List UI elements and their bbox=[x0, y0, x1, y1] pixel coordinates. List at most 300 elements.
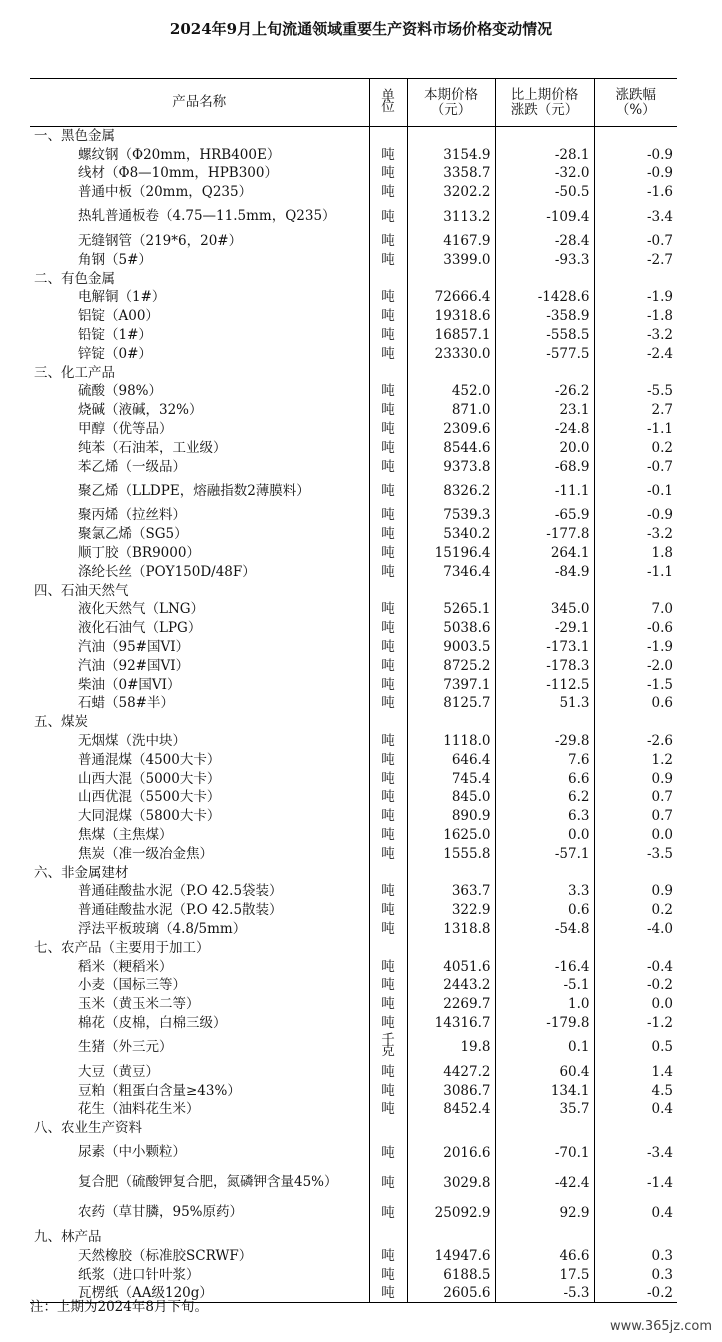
table-row bbox=[30, 901, 677, 920]
price-cell: 1555.8 bbox=[407, 844, 495, 863]
unit-cell: 吨 bbox=[369, 901, 407, 920]
product-name: 纸浆（进口针叶浆） bbox=[78, 1266, 200, 1283]
price-cell: 4427.2 bbox=[407, 1062, 495, 1081]
change-cell: -24.8 bbox=[495, 420, 594, 439]
pct-cell: 1.2 bbox=[594, 750, 677, 769]
category-name: 七、农产品（主要用于加工） bbox=[34, 939, 210, 956]
table-row bbox=[30, 457, 677, 476]
pct-cell: 0.4 bbox=[594, 1100, 677, 1119]
table-row bbox=[30, 600, 677, 619]
pct-cell: -0.2 bbox=[594, 976, 677, 995]
product-name: 螺纹钢（Φ20mm，HRB400E） bbox=[78, 146, 281, 163]
product-name: 天然橡胶（标准胶SCRWF） bbox=[78, 1247, 253, 1264]
product-name: 石蜡（58#半） bbox=[78, 695, 174, 712]
pct-cell bbox=[594, 938, 677, 957]
product-name: 豆粕（粗蛋白含量≥43%） bbox=[78, 1082, 241, 1099]
category-row bbox=[30, 938, 677, 957]
table-row bbox=[30, 1062, 677, 1081]
unit-cell: 吨 bbox=[369, 1138, 407, 1168]
change-cell bbox=[495, 127, 594, 146]
price-cell: 14947.6 bbox=[407, 1246, 495, 1265]
unit-cell: 吨 bbox=[369, 183, 407, 202]
price-cell: 14316.7 bbox=[407, 1014, 495, 1033]
change-cell bbox=[495, 863, 594, 882]
product-name: 复合肥（硫酸钾复合肥，氮磷钾含量45%） bbox=[78, 1174, 338, 1191]
table-row bbox=[30, 619, 677, 638]
unit-cell: 吨 bbox=[369, 250, 407, 269]
change-cell: -109.4 bbox=[495, 202, 594, 232]
pct-cell: -0.7 bbox=[594, 232, 677, 251]
pct-cell: -2.7 bbox=[594, 250, 677, 269]
pct-cell: 0.3 bbox=[594, 1246, 677, 1265]
product-name: 无缝钢管（219*6，20#） bbox=[78, 233, 243, 250]
product-name: 普通中板（20mm，Q235） bbox=[78, 184, 253, 201]
price-cell: 452.0 bbox=[407, 382, 495, 401]
table-row bbox=[30, 438, 677, 457]
unit-cell: 吨 bbox=[369, 976, 407, 995]
product-name: 液化石油气（LPG） bbox=[78, 620, 202, 637]
unit-cell: 吨 bbox=[369, 525, 407, 544]
unit-cell: 吨 bbox=[369, 1062, 407, 1081]
price-cell: 8725.2 bbox=[407, 656, 495, 675]
pct-cell: -0.9 bbox=[594, 145, 677, 164]
change-cell: -68.9 bbox=[495, 457, 594, 476]
pct-cell: -1.2 bbox=[594, 1014, 677, 1033]
change-cell: -178.3 bbox=[495, 656, 594, 675]
unit-cell: 吨 bbox=[369, 344, 407, 363]
table-row bbox=[30, 145, 677, 164]
product-name: 生猪（外三元） bbox=[78, 1038, 173, 1055]
change-cell: -70.1 bbox=[495, 1138, 594, 1168]
table-row bbox=[30, 544, 677, 563]
unit-cell: 吨 bbox=[369, 1014, 407, 1033]
table-row bbox=[30, 562, 677, 581]
table-row bbox=[30, 807, 677, 826]
price-cell: 5340.2 bbox=[407, 525, 495, 544]
product-name: 苯乙烯（一级品） bbox=[78, 458, 186, 475]
pct-cell: -1.5 bbox=[594, 675, 677, 694]
product-name: 花生（油料花生米） bbox=[78, 1101, 200, 1118]
price-cell: 19318.6 bbox=[407, 307, 495, 326]
price-cell: 1318.8 bbox=[407, 920, 495, 939]
change-cell: 264.1 bbox=[495, 544, 594, 563]
unit-cell: 吨 bbox=[369, 656, 407, 675]
product-name: 焦煤（主焦煤） bbox=[78, 826, 173, 843]
price-cell bbox=[407, 269, 495, 288]
unit-cell bbox=[369, 363, 407, 382]
price-cell: 3029.8 bbox=[407, 1168, 495, 1198]
category-row bbox=[30, 1119, 677, 1138]
unit-cell: 吨 bbox=[369, 1100, 407, 1119]
price-cell: 322.9 bbox=[407, 901, 495, 920]
change-cell: 6.3 bbox=[495, 807, 594, 826]
price-table bbox=[30, 78, 677, 1303]
table-row bbox=[30, 788, 677, 807]
change-cell: 3.3 bbox=[495, 882, 594, 901]
table-row bbox=[30, 525, 677, 544]
unit-cell: 千克 bbox=[369, 1032, 407, 1062]
change-cell: 35.7 bbox=[495, 1100, 594, 1119]
pct-cell: 0.6 bbox=[594, 694, 677, 713]
unit-cell bbox=[369, 269, 407, 288]
pct-cell: -3.4 bbox=[594, 1138, 677, 1168]
change-cell: -28.4 bbox=[495, 232, 594, 251]
product-name: 大豆（黄豆） bbox=[78, 1063, 159, 1080]
unit-cell: 吨 bbox=[369, 769, 407, 788]
table-row bbox=[30, 732, 677, 751]
table-row bbox=[30, 1100, 677, 1119]
pct-cell: 0.3 bbox=[594, 1265, 677, 1284]
header-pct: 涨跌幅（%） bbox=[594, 79, 677, 127]
table-row bbox=[30, 1032, 677, 1062]
product-name: 玉米（黄玉米二等） bbox=[78, 996, 200, 1013]
unit-cell: 吨 bbox=[369, 401, 407, 420]
table-row bbox=[30, 1014, 677, 1033]
price-cell: 4167.9 bbox=[407, 232, 495, 251]
table-row bbox=[30, 1168, 677, 1198]
change-cell: 23.1 bbox=[495, 401, 594, 420]
product-name: 聚丙烯（拉丝料） bbox=[78, 507, 186, 524]
price-cell: 3113.2 bbox=[407, 202, 495, 232]
price-cell: 3399.0 bbox=[407, 250, 495, 269]
unit-cell bbox=[369, 1228, 407, 1247]
price-cell: 646.4 bbox=[407, 750, 495, 769]
table-row bbox=[30, 1246, 677, 1265]
pct-cell: 0.5 bbox=[594, 1032, 677, 1062]
unit-cell: 吨 bbox=[369, 807, 407, 826]
table-body bbox=[30, 127, 677, 1303]
pct-cell: -0.9 bbox=[594, 164, 677, 183]
change-cell: -28.1 bbox=[495, 145, 594, 164]
unit-cell: 吨 bbox=[369, 1168, 407, 1198]
pct-cell: -2.0 bbox=[594, 656, 677, 675]
pct-cell: -1.6 bbox=[594, 183, 677, 202]
change-cell: 92.9 bbox=[495, 1198, 594, 1228]
product-name: 小麦（国标三等） bbox=[78, 977, 186, 994]
price-cell bbox=[407, 713, 495, 732]
price-cell: 4051.6 bbox=[407, 957, 495, 976]
table-row bbox=[30, 307, 677, 326]
pct-cell: -4.0 bbox=[594, 920, 677, 939]
unit-cell: 吨 bbox=[369, 1284, 407, 1303]
pct-cell bbox=[594, 1228, 677, 1247]
unit-cell: 吨 bbox=[369, 920, 407, 939]
table-row bbox=[30, 920, 677, 939]
product-name: 汽油（95#国VI） bbox=[78, 639, 190, 656]
price-cell: 2309.6 bbox=[407, 420, 495, 439]
unit-cell: 吨 bbox=[369, 288, 407, 307]
change-cell: -42.4 bbox=[495, 1168, 594, 1198]
unit-cell bbox=[369, 863, 407, 882]
unit-cell: 吨 bbox=[369, 788, 407, 807]
change-cell: -93.3 bbox=[495, 250, 594, 269]
category-row bbox=[30, 1228, 677, 1247]
change-cell: 46.6 bbox=[495, 1246, 594, 1265]
price-cell: 7346.4 bbox=[407, 562, 495, 581]
unit-cell: 吨 bbox=[369, 732, 407, 751]
table-row bbox=[30, 420, 677, 439]
change-cell: 17.5 bbox=[495, 1265, 594, 1284]
unit-cell: 吨 bbox=[369, 844, 407, 863]
product-name: 柴油（0#国VI） bbox=[78, 676, 181, 693]
table-row bbox=[30, 957, 677, 976]
change-cell bbox=[495, 713, 594, 732]
table-row bbox=[30, 326, 677, 345]
product-name: 农药（草甘膦，95%原药） bbox=[78, 1204, 244, 1221]
pct-cell: 7.0 bbox=[594, 600, 677, 619]
product-name: 山西优混（5500大卡） bbox=[78, 789, 221, 806]
pct-cell: 0.7 bbox=[594, 807, 677, 826]
pct-cell: -3.2 bbox=[594, 525, 677, 544]
unit-cell: 吨 bbox=[369, 675, 407, 694]
pct-cell bbox=[594, 127, 677, 146]
price-cell: 25092.9 bbox=[407, 1198, 495, 1228]
table-row bbox=[30, 844, 677, 863]
unit-cell: 吨 bbox=[369, 232, 407, 251]
product-name: 电解铜（1#） bbox=[78, 289, 166, 306]
table-row bbox=[30, 476, 677, 506]
category-row bbox=[30, 581, 677, 600]
category-name: 四、石油天然气 bbox=[34, 582, 129, 599]
price-cell: 8326.2 bbox=[407, 476, 495, 506]
change-cell bbox=[495, 1119, 594, 1138]
change-cell: 6.6 bbox=[495, 769, 594, 788]
change-cell: 345.0 bbox=[495, 600, 594, 619]
price-cell: 8544.6 bbox=[407, 438, 495, 457]
pct-cell: -2.6 bbox=[594, 732, 677, 751]
table-row bbox=[30, 382, 677, 401]
table-row bbox=[30, 164, 677, 183]
unit-cell: 吨 bbox=[369, 750, 407, 769]
price-cell: 2016.6 bbox=[407, 1138, 495, 1168]
table-row bbox=[30, 1265, 677, 1284]
change-cell: -5.3 bbox=[495, 1284, 594, 1303]
table-row bbox=[30, 656, 677, 675]
watermark: www.365jz.com bbox=[610, 1319, 712, 1334]
pct-cell: 0.0 bbox=[594, 826, 677, 845]
change-cell: -179.8 bbox=[495, 1014, 594, 1033]
table-row bbox=[30, 202, 677, 232]
pct-cell: 0.2 bbox=[594, 901, 677, 920]
table-row bbox=[30, 1198, 677, 1228]
table-row bbox=[30, 826, 677, 845]
price-cell: 871.0 bbox=[407, 401, 495, 420]
unit-cell: 吨 bbox=[369, 1198, 407, 1228]
price-cell: 1625.0 bbox=[407, 826, 495, 845]
pct-cell: 0.0 bbox=[594, 995, 677, 1014]
unit-cell: 吨 bbox=[369, 1246, 407, 1265]
table-row bbox=[30, 250, 677, 269]
product-name: 烧碱（液碱，32%） bbox=[78, 402, 203, 419]
change-cell: -65.9 bbox=[495, 506, 594, 525]
change-cell: -32.0 bbox=[495, 164, 594, 183]
price-cell: 23330.0 bbox=[407, 344, 495, 363]
pct-cell: -1.4 bbox=[594, 1168, 677, 1198]
change-cell: -112.5 bbox=[495, 675, 594, 694]
change-cell: -26.2 bbox=[495, 382, 594, 401]
pct-cell: 4.5 bbox=[594, 1081, 677, 1100]
product-name: 铝锭（A00） bbox=[78, 308, 159, 325]
table-row bbox=[30, 232, 677, 251]
price-cell: 1118.0 bbox=[407, 732, 495, 751]
product-name: 普通混煤（4500大卡） bbox=[78, 751, 221, 768]
page-title: 2024年9月上旬流通领域重要生产资料市场价格变动情况 bbox=[169, 20, 553, 38]
header-unit: 单位 bbox=[369, 79, 407, 127]
category-name: 六、非金属建材 bbox=[34, 864, 129, 881]
price-cell: 363.7 bbox=[407, 882, 495, 901]
category-row bbox=[30, 863, 677, 882]
unit-cell: 吨 bbox=[369, 506, 407, 525]
table-header-row bbox=[30, 79, 677, 127]
header-name: 产品名称 bbox=[30, 79, 369, 127]
price-cell: 745.4 bbox=[407, 769, 495, 788]
pct-cell: -0.9 bbox=[594, 506, 677, 525]
unit-cell: 吨 bbox=[369, 600, 407, 619]
unit-cell bbox=[369, 713, 407, 732]
unit-cell: 吨 bbox=[369, 438, 407, 457]
unit-cell: 吨 bbox=[369, 562, 407, 581]
product-name: 汽油（92#国VI） bbox=[78, 657, 190, 674]
table-row bbox=[30, 506, 677, 525]
price-cell bbox=[407, 1119, 495, 1138]
table-row bbox=[30, 995, 677, 1014]
price-cell bbox=[407, 363, 495, 382]
pct-cell bbox=[594, 363, 677, 382]
change-cell: -577.5 bbox=[495, 344, 594, 363]
category-name: 一、黑色金属 bbox=[34, 128, 115, 145]
unit-cell: 吨 bbox=[369, 382, 407, 401]
change-cell: -11.1 bbox=[495, 476, 594, 506]
table-row bbox=[30, 1081, 677, 1100]
pct-cell: -1.9 bbox=[594, 288, 677, 307]
product-name: 热轧普通板卷（4.75—11.5mm，Q235） bbox=[78, 208, 336, 225]
table-row bbox=[30, 882, 677, 901]
change-cell: -173.1 bbox=[495, 638, 594, 657]
change-cell: 0.0 bbox=[495, 826, 594, 845]
change-cell: 134.1 bbox=[495, 1081, 594, 1100]
change-cell: -5.1 bbox=[495, 976, 594, 995]
pct-cell: -1.8 bbox=[594, 307, 677, 326]
product-name: 聚乙烯（LLDPE，熔融指数2薄膜料） bbox=[78, 482, 310, 499]
pct-cell: -3.4 bbox=[594, 202, 677, 232]
category-row bbox=[30, 363, 677, 382]
change-cell: -57.1 bbox=[495, 844, 594, 863]
price-cell: 16857.1 bbox=[407, 326, 495, 345]
category-row bbox=[30, 269, 677, 288]
change-cell: 20.0 bbox=[495, 438, 594, 457]
table-row bbox=[30, 183, 677, 202]
product-name: 普通硅酸盐水泥（P.O 42.5散装） bbox=[78, 902, 283, 919]
price-cell: 6188.5 bbox=[407, 1265, 495, 1284]
product-name: 普通硅酸盐水泥（P.O 42.5袋装） bbox=[78, 883, 283, 900]
change-cell bbox=[495, 581, 594, 600]
pct-cell: 2.7 bbox=[594, 401, 677, 420]
price-cell: 5265.1 bbox=[407, 600, 495, 619]
unit-cell: 吨 bbox=[369, 202, 407, 232]
unit-cell: 吨 bbox=[369, 457, 407, 476]
unit-cell: 吨 bbox=[369, 638, 407, 657]
price-cell: 890.9 bbox=[407, 807, 495, 826]
unit-cell: 吨 bbox=[369, 420, 407, 439]
price-cell: 3358.7 bbox=[407, 164, 495, 183]
change-cell: -29.8 bbox=[495, 732, 594, 751]
table-row bbox=[30, 750, 677, 769]
product-name: 硫酸（98%） bbox=[78, 383, 163, 400]
price-cell bbox=[407, 863, 495, 882]
product-name: 纯苯（石油苯，工业级） bbox=[78, 439, 227, 456]
table-row bbox=[30, 694, 677, 713]
change-cell bbox=[495, 1228, 594, 1247]
pct-cell: 1.4 bbox=[594, 1062, 677, 1081]
pct-cell: 1.8 bbox=[594, 544, 677, 563]
pct-cell: 0.4 bbox=[594, 1198, 677, 1228]
product-name: 涤纶长丝（POY150D/48F） bbox=[78, 563, 256, 580]
change-cell bbox=[495, 363, 594, 382]
unit-cell: 吨 bbox=[369, 544, 407, 563]
unit-cell: 吨 bbox=[369, 476, 407, 506]
price-cell: 9373.8 bbox=[407, 457, 495, 476]
change-cell: -29.1 bbox=[495, 619, 594, 638]
change-cell: -177.8 bbox=[495, 525, 594, 544]
price-cell: 8452.4 bbox=[407, 1100, 495, 1119]
price-cell: 5038.6 bbox=[407, 619, 495, 638]
product-name: 瓦楞纸（AA级120g） bbox=[30, 1284, 369, 1303]
category-row bbox=[30, 127, 677, 146]
price-cell: 19.8 bbox=[407, 1032, 495, 1062]
table-row bbox=[30, 675, 677, 694]
product-name: 聚氯乙烯（SG5） bbox=[78, 526, 188, 543]
pct-cell: -1.1 bbox=[594, 420, 677, 439]
pct-cell: 0.7 bbox=[594, 788, 677, 807]
change-cell: 60.4 bbox=[495, 1062, 594, 1081]
change-cell: 1.0 bbox=[495, 995, 594, 1014]
product-name: 浮法平板玻璃（4.8/5mm） bbox=[78, 920, 247, 937]
pct-cell: -3.5 bbox=[594, 844, 677, 863]
product-name: 尿素（中小颗粒） bbox=[78, 1144, 186, 1161]
change-cell: 0.1 bbox=[495, 1032, 594, 1062]
price-cell: 7539.3 bbox=[407, 506, 495, 525]
change-cell: -1428.6 bbox=[495, 288, 594, 307]
price-cell: 3202.2 bbox=[407, 183, 495, 202]
price-cell bbox=[407, 938, 495, 957]
product-name: 山西大混（5000大卡） bbox=[78, 770, 221, 787]
pct-cell bbox=[594, 863, 677, 882]
pct-cell: -0.7 bbox=[594, 457, 677, 476]
change-cell: -358.9 bbox=[495, 307, 594, 326]
unit-cell bbox=[369, 1119, 407, 1138]
unit-cell: 吨 bbox=[369, 1265, 407, 1284]
product-name: 棉花（皮棉，白棉三级） bbox=[78, 1014, 227, 1031]
unit-cell: 吨 bbox=[369, 164, 407, 183]
pct-cell: -0.6 bbox=[594, 619, 677, 638]
change-cell: -558.5 bbox=[495, 326, 594, 345]
table-row bbox=[30, 288, 677, 307]
pct-cell: -1.9 bbox=[594, 638, 677, 657]
product-name: 液化天然气（LNG） bbox=[78, 601, 205, 618]
price-cell bbox=[407, 127, 495, 146]
pct-cell: -3.2 bbox=[594, 326, 677, 345]
pct-cell: -1.1 bbox=[594, 562, 677, 581]
pct-cell bbox=[594, 269, 677, 288]
change-cell: 6.2 bbox=[495, 788, 594, 807]
table-row bbox=[30, 401, 677, 420]
price-cell: 2605.6 bbox=[407, 1284, 495, 1303]
unit-cell: 吨 bbox=[369, 957, 407, 976]
pct-cell bbox=[594, 581, 677, 600]
price-cell: 2443.2 bbox=[407, 976, 495, 995]
product-name: 无烟煤（洗中块） bbox=[78, 733, 186, 749]
pct-cell: -5.5 bbox=[594, 382, 677, 401]
